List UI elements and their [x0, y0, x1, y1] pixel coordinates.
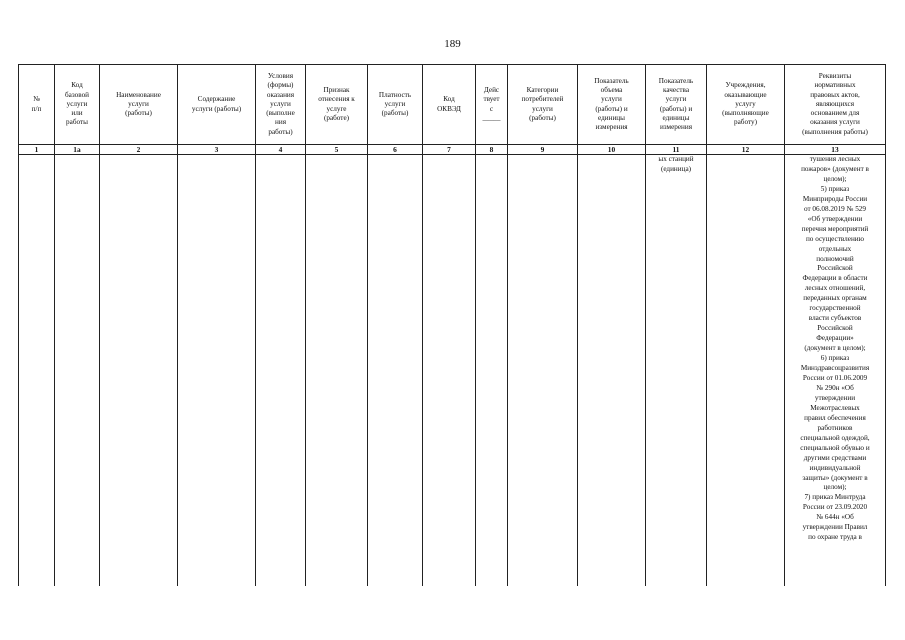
header-cell: Реквизиты нормативных правовых актов, являющихся основанием для оказания услуги (выполнения работы): [785, 65, 886, 145]
column-number: 9: [508, 145, 578, 155]
table-cell: [476, 155, 508, 587]
services-table: [18, 64, 886, 586]
header-cell: Показатель объема услуги (работы) и единицы измерения: [578, 65, 646, 145]
column-number: 5: [306, 145, 368, 155]
header-cell: Код базовой услуги или работы: [55, 65, 100, 145]
header-cell: Наименование услуги (работы): [100, 65, 178, 145]
column-number: 1а: [55, 145, 100, 155]
table-cell: [55, 155, 100, 587]
header-cell: Условия (формы) оказания услуги (выполне ния работы): [256, 65, 306, 145]
header-cell: Платность услуги (работы): [368, 65, 423, 145]
header-cell: Дейс твует с _____: [476, 65, 508, 145]
column-number: 11: [646, 145, 707, 155]
header-cell: Учреждения, оказывающие услугу (выполняющие работу): [707, 65, 785, 145]
table-cell: [19, 155, 55, 587]
column-number: 8: [476, 145, 508, 155]
table-cell: [306, 155, 368, 587]
column-number: 4: [256, 145, 306, 155]
table-cell: [178, 155, 256, 587]
header-cell: Код ОКВЭД: [423, 65, 476, 145]
header-cell: Категории потребителей услуги (работы): [508, 65, 578, 145]
header-row: [19, 65, 886, 145]
column-number: 12: [707, 145, 785, 155]
column-number: 6: [368, 145, 423, 155]
column-number: 1: [19, 145, 55, 155]
header-cell: Признак отнесения к услуге (работе): [306, 65, 368, 145]
table-row: [19, 155, 886, 587]
header-cell: Содержание услуги (работы): [178, 65, 256, 145]
table-cell: [368, 155, 423, 587]
page-number: 189: [444, 38, 461, 50]
column-number: 2: [100, 145, 178, 155]
table-cell: [256, 155, 306, 587]
column-number: 3: [178, 145, 256, 155]
table-cell: [578, 155, 646, 587]
header-cell: Показатель качества услуги (работы) и единицы измерения: [646, 65, 707, 145]
column-number: 13: [785, 145, 886, 155]
column-number: 10: [578, 145, 646, 155]
column-number: 7: [423, 145, 476, 155]
legal-acts-cell: тушения лесных пожаров» (документ в целом); 5) приказ Минприроды России от 06.08.2019 № 529 «Об утверждении перечня мероприятий по осуществлению отдельных полномочий Российской Федерации в области лесных отношений, переданных органам государственной власти субъектов Российской Федерации» (документ в целом); 6) приказ Минздравсоцразвития России от 01.06.2009 № 290н «Об утверждении Межотраслевых правил обеспечения работников специальной одеждой, специальной обувью и другими средствами индивидуальной защиты» (документ в целом); 7) приказ Минтруда России от 23.09.2020 № 644н «Об утверждении Правил по охране труда в: [785, 155, 886, 587]
quality-indicator-cell: ых станций (единица): [646, 155, 707, 587]
header-cell: № п/п: [19, 65, 55, 145]
table-cell: [508, 155, 578, 587]
table-cell: [423, 155, 476, 587]
table-cell: [707, 155, 785, 587]
column-number-row: [19, 145, 886, 155]
table-cell: [100, 155, 178, 587]
